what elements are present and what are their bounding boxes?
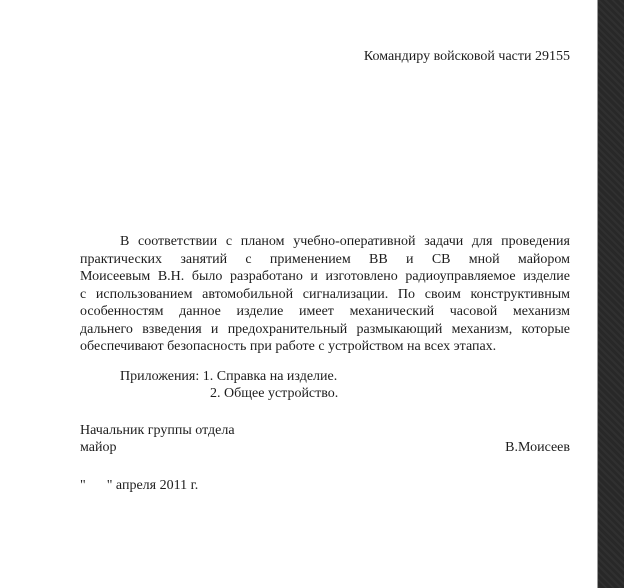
- date-line: " " апреля 2011 г.: [80, 477, 199, 493]
- paragraph-line: Моисеевым В.Н. было разработано и изготовлено радиоуправляемое изделие: [80, 269, 570, 284]
- paragraph-line: с использованием автомобильной сигнализации. По своим конструктивным: [80, 286, 570, 302]
- paragraph-line: практических занятий с применением ВВ и СВ мной майором: [80, 251, 570, 267]
- body-paragraph: [80, 233, 570, 356]
- attachments-block: [80, 368, 570, 403]
- paragraph-line: В соответствии с планом учебно-оперативной задачи для проведения: [120, 234, 570, 249]
- paragraph-line: обеспечивают безопасность при работе с устройством на всех этапах.: [80, 339, 497, 354]
- paragraph-line: особенностям данное изделие имеет механический часовой механизм: [80, 304, 570, 319]
- letter-content: [80, 0, 570, 494]
- paragraph-line: дальнего взведения и предохранительный размыкающий механизм, которые: [80, 321, 570, 337]
- attachments-line-1: Приложения: 1. Справка на изделие.: [120, 368, 338, 384]
- signature-row: [80, 439, 570, 457]
- signature-position: Начальник группы отдела: [80, 422, 235, 438]
- scan-edge-bar: [597, 0, 624, 588]
- signature-rank: майор: [80, 440, 117, 455]
- attachments-line-2: 2. Общее устройство.: [210, 386, 339, 401]
- signature-block: [80, 422, 570, 457]
- signature-name: В.Моисеев: [505, 440, 570, 455]
- recipient-line: Командиру войсковой части 29155: [363, 49, 570, 64]
